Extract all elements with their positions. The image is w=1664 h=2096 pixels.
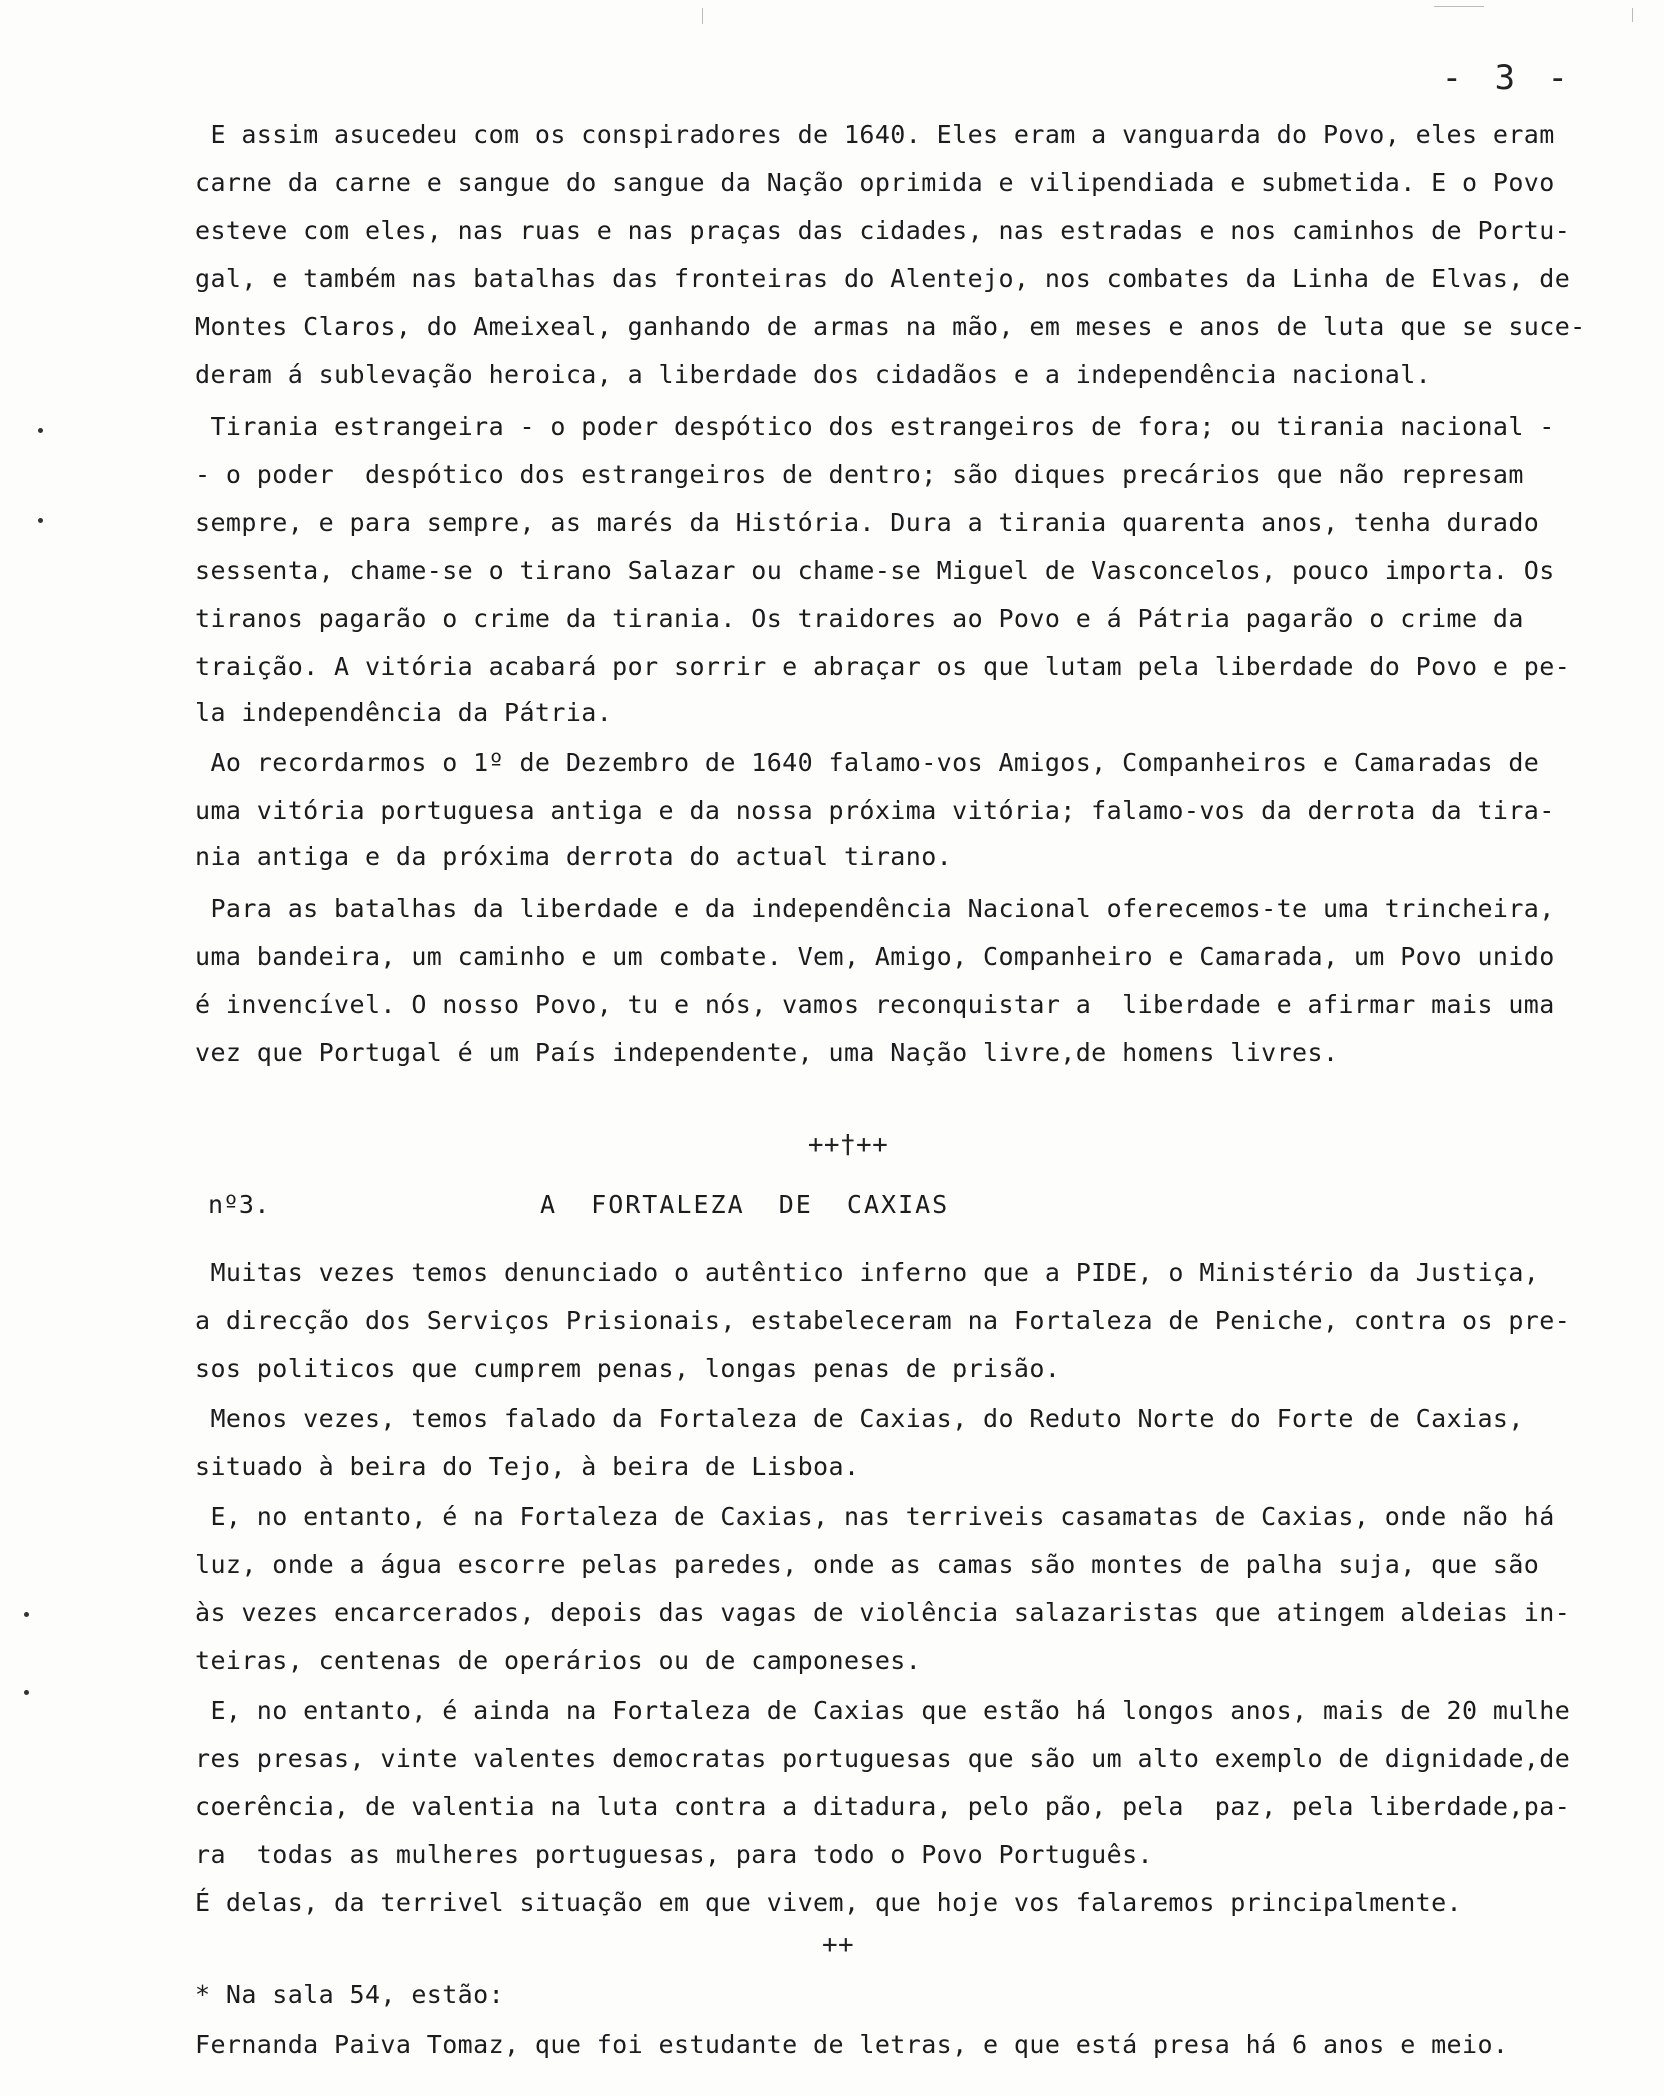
text-line: tiranos pagarão o crime da tirania. Os traidores ao Povo e á Pátria pagarão o crime da	[195, 604, 1524, 633]
margin-dot	[24, 1612, 29, 1617]
text-line: deram á sublevação heroica, a liberdade dos cidadãos e a independência nacional.	[195, 360, 1432, 389]
text-line: Para as batalhas da liberdade e da independência Nacional oferecemos-te uma trincheira,	[195, 894, 1555, 923]
text-line: às vezes encarcerados, depois das vagas de violência salazaristas que atingem aldeias in-	[195, 1598, 1571, 1627]
text-line: - o poder despótico dos estrangeiros de dentro; são diques precários que não represam	[195, 460, 1524, 489]
text-line: situado à beira do Tejo, à beira de Lisboa.	[195, 1452, 860, 1481]
text-line: uma vitória portuguesa antiga e da nossa próxima vitória; falamo-vos da derrota da tira-	[195, 796, 1555, 825]
text-line: ra todas as mulheres portuguesas, para todo o Povo Português.	[195, 1840, 1153, 1869]
margin-dot	[38, 518, 43, 523]
text-line: E, no entanto, é na Fortaleza de Caxias, nas terriveis casamatas de Caxias, onde não há	[195, 1502, 1555, 1531]
text-line: sos politicos que cumprem penas, longas penas de prisão.	[195, 1354, 1061, 1383]
scan-speck	[1434, 6, 1484, 7]
text-line: carne da carne e sangue do sangue da Nação oprimida e vilipendiada e submetida. E o Povo	[195, 168, 1555, 197]
text-line: nia antiga e da próxima derrota do actual tirano.	[195, 842, 953, 871]
margin-dot	[24, 1690, 29, 1695]
text-line: uma bandeira, um caminho e um combate. Vem, Amigo, Companheiro e Camarada, um Povo unido	[195, 942, 1555, 971]
text-line: coerência, de valentia na luta contra a ditadura, pelo pão, pela paz, pela liberdade,pa-	[195, 1792, 1571, 1821]
text-line: E assim asucedeu com os conspiradores de 1640. Eles eram a vanguarda do Povo, eles eram	[195, 120, 1555, 149]
text-line: vez que Portugal é um País independente, uma Nação livre,de homens livres.	[195, 1038, 1339, 1067]
section-separator: ++†++	[807, 1130, 889, 1160]
section-number: nº3.	[208, 1190, 270, 1219]
text-line: esteve com eles, nas ruas e nas praças das cidades, nas estradas e nos caminhos de Portu-	[195, 216, 1571, 245]
text-line: * Na sala 54, estão:	[195, 1980, 505, 2009]
margin-dot	[38, 428, 43, 433]
text-line: Montes Claros, do Ameixeal, ganhando de armas na mão, em meses e anos de luta que se suce-	[195, 312, 1586, 341]
text-line: é invencível. O nosso Povo, tu e nós, vamos reconquistar a liberdade e afirmar mais uma	[195, 990, 1555, 1019]
text-line: Fernanda Paiva Tomaz, que foi estudante de letras, e que está presa há 6 anos e meio.	[195, 2030, 1509, 2059]
text-line: É delas, da terrivel situação em que vivem, que hoje vos falaremos principalmente.	[195, 1888, 1463, 1917]
text-line: Tirania estrangeira - o poder despótico dos estrangeiros de fora; ou tirania nacional -	[195, 412, 1555, 441]
text-line: Muitas vezes temos denunciado o autêntico inferno que a PIDE, o Ministério da Justiça,	[195, 1258, 1540, 1287]
text-line: la independência da Pátria.	[195, 698, 613, 727]
scan-speck	[1632, 8, 1633, 22]
text-line: sempre, e para sempre, as marés da História. Dura a tirania quarenta anos, tenha durado	[195, 508, 1540, 537]
text-line: luz, onde a água escorre pelas paredes, onde as camas são montes de palha suja, que são	[195, 1550, 1540, 1579]
section-separator: ++	[821, 1930, 855, 1960]
text-line: sessenta, chame-se o tirano Salazar ou chame-se Miguel de Vasconcelos, pouco importa. Os	[195, 556, 1555, 585]
text-line: Ao recordarmos o 1º de Dezembro de 1640 falamo-vos Amigos, Companheiros e Camaradas de	[195, 748, 1540, 777]
text-line: res presas, vinte valentes democratas portuguesas que são um alto exemplo de dignidade,de	[195, 1744, 1571, 1773]
text-line: teiras, centenas de operários ou de camponeses.	[195, 1646, 922, 1675]
page-number: - 3 -	[1441, 58, 1574, 98]
section-title: A FORTALEZA DE CAXIAS	[540, 1190, 950, 1219]
text-line: traição. A vitória acabará por sorrir e abraçar os que lutam pela liberdade do Povo e pe-	[195, 652, 1571, 681]
scan-speck	[702, 8, 703, 24]
text-line: a direcção dos Serviços Prisionais, estabeleceram na Fortaleza de Peniche, contra os pre-	[195, 1306, 1571, 1335]
text-line: Menos vezes, temos falado da Fortaleza de Caxias, do Reduto Norte do Forte de Caxias,	[195, 1404, 1524, 1433]
text-line: E, no entanto, é ainda na Fortaleza de Caxias que estão há longos anos, mais de 20 mulhe	[195, 1696, 1571, 1725]
text-line: gal, e também nas batalhas das fronteiras do Alentejo, nos combates da Linha de Elvas, de	[195, 264, 1571, 293]
